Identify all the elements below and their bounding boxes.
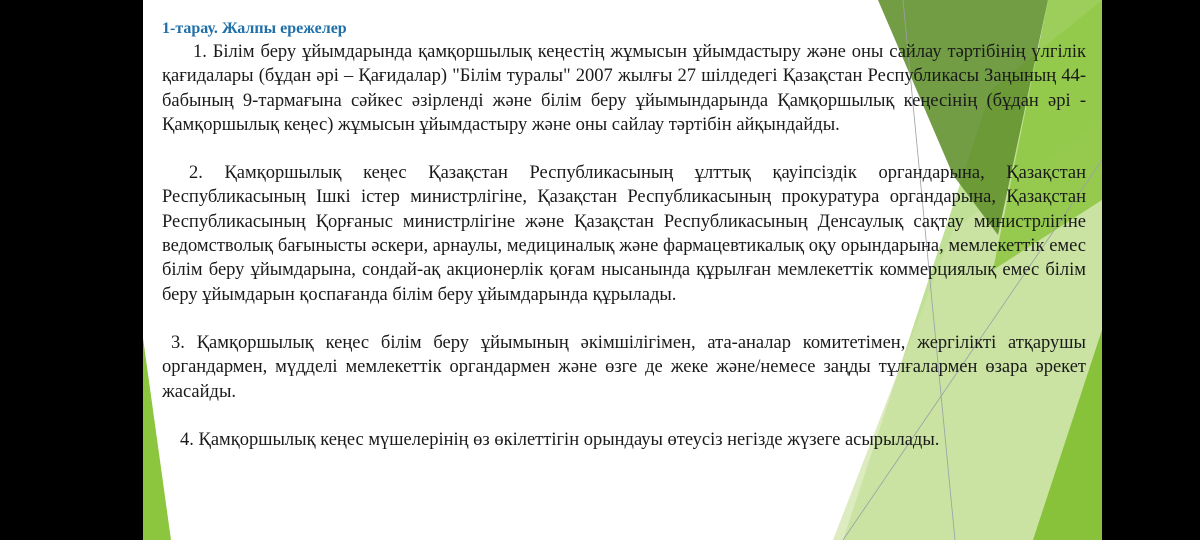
slide-content [162,18,1086,452]
paragraph-3: 3. Қамқоршылық кеңес білім беру ұйымының әкімшілігімен, ата-аналар комитетімен, жергілікті атқарушы органдармен, мүдделі мемлекеттік органдармен және өзге де жеке және/немесе заңды тұлғалармен өзара әрекет жасайды. [162,332,1086,402]
section-heading: 1-тарау. Жалпы ережелер [162,20,347,37]
paragraph-4: 4. Қамқоршылық кеңес мүшелерінің өз өкілеттігін орындауы өтеусіз негізде жүзеге асырылады. [180,429,940,450]
paragraph-2: 2. Қамқоршылық кеңес Қазақстан Республикасының ұлттық қауіпсіздік органдарына, Қазақстан Республикасының Ішкі істер министрлігіне, Қазақстан Республикасының прокуратура органдарына, Қазақстан Республикасының Қорғаныс министрлігіне және Қазақстан Республикасының Денсаулық сақтау министрлігіне ведомстволық бағынысты әскери, арнаулы, медициналық және фармацевтикалық оқу орындарына, мемлекеттік емес білім беру ұйымдарына, сондай-ақ акционерлік қоғам нысанында құрылған мемлекеттік коммерциялық емес білім беру ұйымдарын қоспағанда білім беру ұйымдарында құрылады. [162,163,1086,305]
paragraph-1: 1. Білім беру ұйымдарында қамқоршылық кеңестің жұмысын ұйымдастыру және оны сайлау тәртібінің үлгілік қағидалары (бұдан әрі – Қағидалар) "Білім туралы" 2007 жылғы 27 шілдедегі Қазақстан Республикасы Заңының 44-бабының 9-тармағына сәйкес әзірленді және білім беру ұйымындарында Қамқоршылық кеңесінің (бұдан әрі - Қамқоршылық кеңес) жұмысын ұйымдастыру және оны сайлау тәртібін айқындайды. [162,42,1086,135]
slide [143,0,1102,540]
